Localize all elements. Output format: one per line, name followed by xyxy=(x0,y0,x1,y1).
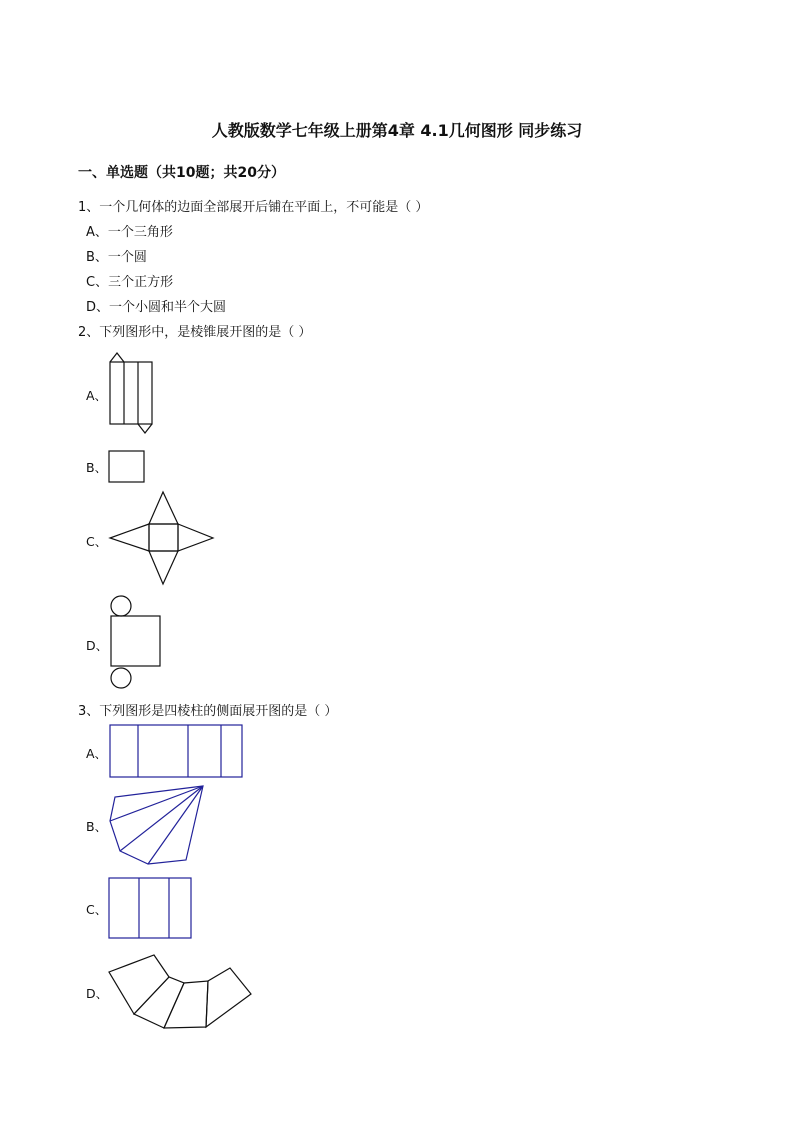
question-2-option-d-label[interactable]: D、 xyxy=(86,638,109,653)
section-heading: 一、单选题（共10题；共20分） xyxy=(78,165,285,181)
question-2-stem: 2、下列图形中，是棱锥展开图的是（ ） xyxy=(78,325,312,340)
three-rectangle-strip-figure xyxy=(108,876,196,942)
curved-prism-net-figure xyxy=(106,952,256,1032)
question-1-option-d[interactable]: D、一个小圆和半个大圆 xyxy=(86,300,227,315)
question-1-stem: 1、一个几何体的边面全部展开后铺在平面上，不可能是（ ） xyxy=(78,200,429,215)
question-2-option-a-label[interactable]: A、 xyxy=(86,388,108,403)
page-title: 人教版数学七年级上册第4章 4.1几何图形 同步练习 xyxy=(211,121,583,140)
square-pyramid-net-figure xyxy=(106,490,218,560)
square-figure xyxy=(108,450,148,486)
question-1-option-b[interactable]: B、一个圆 xyxy=(86,250,147,265)
question-3-stem: 3、下列图形是四棱柱的侧面展开图的是（ ） xyxy=(78,704,338,719)
question-3-option-a-label[interactable]: A、 xyxy=(86,746,108,761)
cylinder-net-figure xyxy=(108,595,164,691)
question-3-option-d-label[interactable]: D、 xyxy=(86,986,109,1001)
question-1-option-a[interactable]: A、一个三角形 xyxy=(86,225,173,240)
question-2-option-c-label[interactable]: C、 xyxy=(86,534,108,549)
triangular-prism-net-figure xyxy=(106,350,156,436)
question-3-option-c-label[interactable]: C、 xyxy=(86,902,108,917)
pyramid-lateral-fan-figure xyxy=(106,783,210,865)
question-2-option-b-label[interactable]: B、 xyxy=(86,460,108,475)
question-3-option-b-label[interactable]: B、 xyxy=(86,819,108,834)
four-rectangle-strip-figure xyxy=(108,723,246,781)
question-1-option-c[interactable]: C、三个正方形 xyxy=(86,275,174,290)
